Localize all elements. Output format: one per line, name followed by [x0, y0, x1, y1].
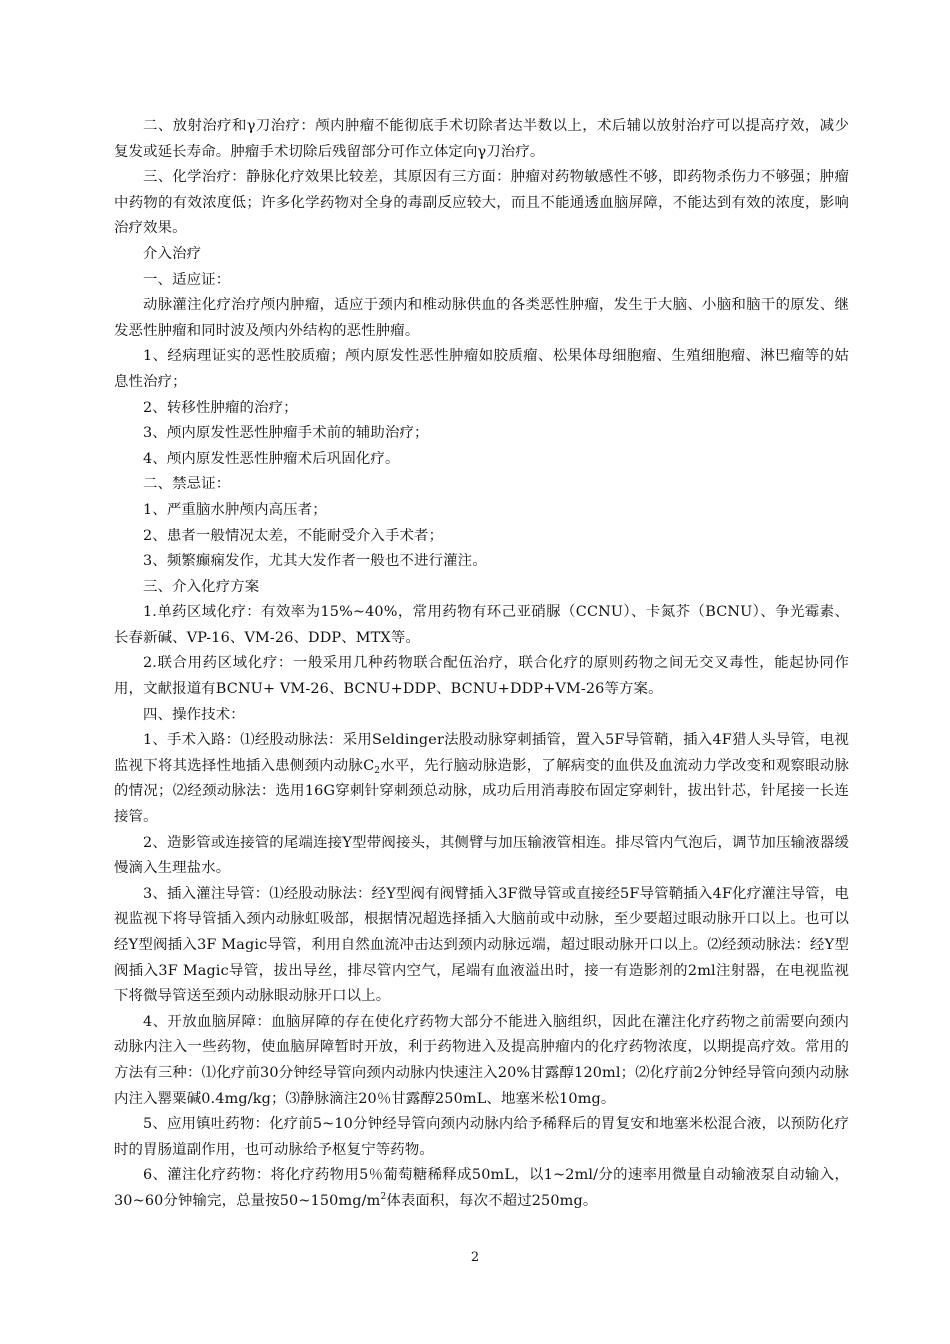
infusion-text-part1: 6、灌注化疗药物：将化疗药物用5％葡萄糖稀释成50mL，以1~2ml/分的速率用微量自动输液泵自动输入，30~60分钟输完，总量按50~150mg/m: [114, 1167, 849, 1209]
list-item-indication-2: 2、转移性肿瘤的治疗；: [143, 399, 298, 416]
document-body: [114, 114, 849, 1215]
paragraph-indications-intro: 动脉灌注化疗治疗颅内肿瘤，适应于颈内和椎动脉供血的各类恶性肿瘤，发生于大脑、小脑和脑干的原发、继发恶性肿瘤和同时波及颅内外结构的恶性肿瘤。: [114, 297, 849, 339]
paragraph-operation-antiemetic: 5、应用镇吐药物：化疗前5~10分钟经导管向颈内动脉内给予稀释后的胃复安和地塞米松混合液，以预防化疗时的胃肠道副作用，也可动脉给予枢复宁等药物。: [114, 1116, 849, 1158]
list-item-indication-1: 1、经病理证实的恶性胶质瘤；颅内原发性恶性肿瘤如胶质瘤、松果体母细胞瘤、生殖细胞瘤、淋巴瘤等的姑息性治疗；: [114, 348, 849, 390]
paragraph-operation-infusion: [114, 1163, 849, 1214]
heading-operation-technique: 四、操作技术：: [143, 706, 245, 723]
heading-chemo-regimen: 三、介入化疗方案: [143, 578, 260, 595]
paragraph-combination-regimen: 2.联合用药区域化疗：一般采用几种药物联合配伍治疗，联合化疗的原则药物之间无交叉毒性，能起协同作用，文献报道有BCNU+ VM-26、BCNU+DDP、BCNU+DDP+VM-26等方案。: [114, 655, 849, 698]
paragraph-operation-connector: 2、造影管或连接管的尾端连接Y型带阀接头，其侧臂与加压输液管相连。排尽管内气泡后，调节加压输液器缓慢滴入生理盐水。: [114, 834, 849, 877]
superscript-m2: 2: [380, 1192, 387, 1203]
list-item-contraindication-3: 3、频繁癫痫发作，尤其大发作者一般也不进行灌注。: [143, 553, 487, 570]
approach-text-part2: 水平，先行脑动脉造影，了解病变的血供及血流动力学改变和观察眼动脉的情况；⑵经颈动脉法：选用16G穿刺针穿刺颈总动脉，成功后用消毒胶布固定穿刺针，拔出针芯，针尾接一长连接管。: [114, 757, 849, 826]
paragraph-operation-approach: [114, 728, 849, 830]
heading-contraindications: 二、禁忌证：: [143, 476, 231, 493]
heading-interventional-therapy: 介入治疗: [143, 245, 202, 262]
list-item-indication-4: 4、颅内原发性恶性肿瘤术后巩固化疗。: [143, 450, 400, 467]
list-item-indication-3: 3、颅内原发性恶性肿瘤手术前的辅助治疗；: [143, 425, 429, 442]
approach-text-part1: 1、手术入路：⑴经股动脉法：采用Seldinger法股动脉穿刺插管，置入5F导管鞘，插入4F猎人头导管，电视监视下将其选择性地插入患侧颈内动脉C: [114, 732, 849, 774]
paragraph-single-drug-regimen: 1.单药区域化疗：有效率为15%~40%，常用药物有环己亚硝脲（CCNU）、卡氮芥（BCNU）、争光霉素、长春新碱、VP-16、VM-26、DDP、MTX等。: [114, 604, 849, 646]
list-item-contraindication-2: 2、患者一般情况太差，不能耐受介入手术者；: [143, 527, 444, 544]
page-number: 2: [470, 1250, 480, 1265]
subscript-c2: 2: [374, 765, 381, 776]
infusion-text-part2: 体表面积，每次不超过250mg。: [386, 1192, 598, 1209]
paragraph-operation-catheter: 3、插入灌注导管：⑴经股动脉法：经Y型阀有阀臂插入3F微导管或直接经5F导管鞘插入4F化疗灌注导管，电视监视下将导管插入颈内动脉虹吸部，根据情况超选择插入大脑前或中动脉，至少要超过眼动脉开口以上。也可以经Y型阀插入3F Magic导管，利用自然血流冲击达到颈内动脉远端，超过眼动脉开口以上。⑵经颈动脉法：经Y型阀插入3F Magic导管，拔出导丝，排尽管内空气，尾端有血液溢出时，接一有造影剂的2ml注射器，在电视监视下将微导管送至颈内动脉眼动脉开口以上。: [114, 885, 849, 1005]
paragraph-operation-bbb-opening: 4、开放血脑屏障：血脑屏障的存在使化疗药物大部分不能进入脑组织，因此在灌注化疗药物之前需要向颈内动脉内注入一些药物，使血脑屏障暂时开放，利于药物进入及提高肿瘤内的化疗药物浓度，以期提高疗效。常用的方法有三种：⑴化疗前30分钟经导管向颈内动脉内快速注入20%甘露醇120ml；⑵化疗前2分钟经导管向颈内动脉内注入罂粟碱0.4mg/kg；⑶静脉滴注20％甘露醇250mL、地塞米松10mg。: [114, 1013, 849, 1107]
paragraph-chemotherapy: 三、化学治疗：静脉化疗效果比较差，其原因有三方面：肿瘤对药物敏感性不够，即药物杀伤力不够强；肿瘤中药物的有效浓度低；许多化学药物对全身的毒副反应较大，而且不能通透血脑屏障，不能达到有效的浓度，影响治疗效果。: [114, 169, 849, 237]
list-item-contraindication-1: 1、严重脑水肿颅内高压者；: [143, 501, 327, 518]
heading-indications: 一、适应证：: [143, 271, 231, 288]
paragraph-radiotherapy: 二、放射治疗和γ刀治疗：颅内肿瘤不能彻底手术切除者达半数以上，术后辅以放射治疗可以提高疗效，减少复发或延长寿命。肿瘤手术切除后残留部分可作立体定向γ刀治疗。: [114, 118, 849, 160]
